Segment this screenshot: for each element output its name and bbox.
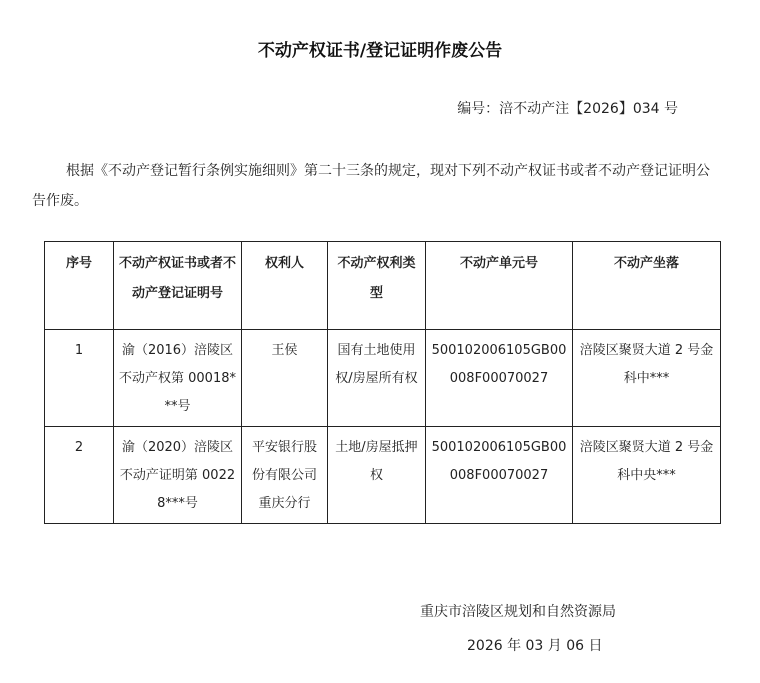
- header-right-holder: 权利人: [242, 242, 328, 330]
- header-right-type: 不动产权利类型: [328, 242, 426, 330]
- cell-unit-number: 500102006105GB00008F00070027: [426, 427, 573, 524]
- cell-serial-number: 1: [45, 330, 114, 427]
- document-number: 编号：涪不动产注【2026】034 号: [457, 101, 678, 117]
- cell-right-type: 土地/房屋抵押权: [328, 427, 426, 524]
- table-row: [45, 330, 721, 427]
- intro-paragraph: 根据《不动产登记暂行条例实施细则》第二十三条的规定，现对下列不动产权证书或者不动产登记证明公告作废。: [32, 163, 710, 209]
- header-certificate-number: 不动产权证书或者不动产登记证明号: [114, 242, 242, 330]
- header-location: 不动产坐落: [573, 242, 721, 330]
- cell-unit-number: 500102006105GB00008F00070027: [426, 330, 573, 427]
- cell-location: 涪陵区聚贤大道 2 号金科中央***: [573, 427, 721, 524]
- header-unit-number: 不动产单元号: [426, 242, 573, 330]
- cell-right-holder: 王侯: [242, 330, 328, 427]
- cell-location: 涪陵区聚贤大道 2 号金科中***: [573, 330, 721, 427]
- cancelled-certificates-table: [44, 241, 721, 524]
- issuing-authority: 重庆市涪陵区规划和自然资源局: [420, 604, 616, 620]
- cell-certificate-number: 渝（2020）涪陵区不动产证明第 00228***号: [114, 427, 242, 524]
- cell-right-type: 国有土地使用权/房屋所有权: [328, 330, 426, 427]
- table-row: [45, 427, 721, 524]
- table-header-row: [45, 242, 721, 330]
- cell-serial-number: 2: [45, 427, 114, 524]
- issue-date: 2026 年 03 月 06 日: [467, 638, 603, 654]
- header-serial-number: 序号: [45, 242, 114, 330]
- notice-title: 不动产权证书/登记证明作废公告: [257, 41, 503, 61]
- cell-right-holder: 平安银行股份有限公司重庆分行: [242, 427, 328, 524]
- cell-certificate-number: 渝（2016）涪陵区不动产权第 00018***号: [114, 330, 242, 427]
